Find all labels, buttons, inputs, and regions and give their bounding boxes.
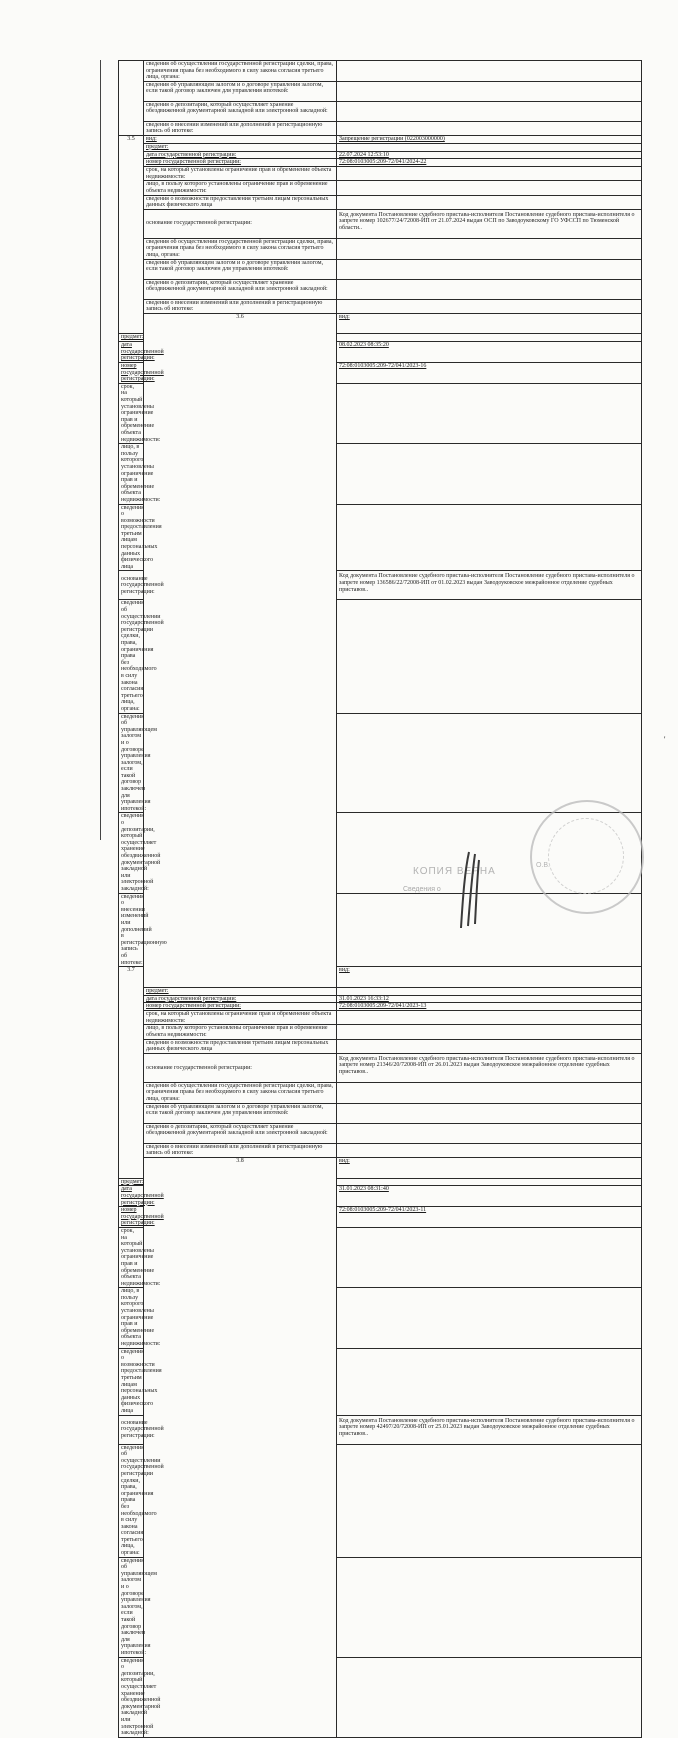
label-reg-number: номер государственной регистрации: xyxy=(119,1207,144,1228)
label-pledge-manager: сведения об управляющем залогом и о договоре управления залогом, если такой договор заключен для управления ипотекой: xyxy=(144,81,337,101)
page-mark: ' xyxy=(664,735,666,744)
label-depositary: сведения о депозитарии, который осуществляет хранение обездвиженной документарной закладной или электронной закладной: xyxy=(119,1657,144,1737)
label-depositary: сведения о депозитарии, который осуществляет хранение обездвиженной документарной закладной или электронной закладной: xyxy=(144,1123,337,1143)
reg-date-value: 22.07.2024 12:53:10 xyxy=(339,151,389,158)
copy-stamp-subtext: Сведения о xyxy=(403,886,441,893)
label-subject: предмет: xyxy=(119,334,144,342)
label-pledge-manager: сведения об управляющем залогом и о договоре управления залогом, если такой договор заключен для управления ипотекой: xyxy=(144,1103,337,1123)
label-basis: основание государственной регистрации: xyxy=(119,1415,144,1444)
label-beneficiary: лицо, в пользу которого установлены ограничение прав и обременение объекта недвижимости: xyxy=(119,1288,144,1348)
label-pledge-manager: сведения об управляющем залогом и о договоре управления залогом, если такой договор заключен для управления ипотекой: xyxy=(119,713,144,813)
entry-number: 3.6 xyxy=(144,313,337,987)
label-kind: вид: xyxy=(337,1157,642,1178)
left-margin-line xyxy=(100,60,101,840)
label-reg-date: дата государственной регистрации: xyxy=(119,342,144,363)
signature-icon xyxy=(455,850,495,930)
reg-number-value: 72:08:0103005:209-72/041/2023-16 xyxy=(339,363,427,370)
label-depositary: сведения о депозитарии, который осуществляет хранение обездвиженной документарной закладной или электронной закладной: xyxy=(144,279,337,299)
label-term: срок, на который установлены ограничение прав и обременение объекта недвижимости: xyxy=(119,383,144,443)
label-term: срок, на который установлены ограничение прав и обременение объекта недвижимости: xyxy=(144,167,337,181)
entry-number: 3.5 xyxy=(119,135,144,334)
reg-date-value: 08.02.2023 08:35:20 xyxy=(339,342,389,349)
entry-number xyxy=(119,61,144,136)
label-reg-date: дата государственной регистрации: xyxy=(144,151,337,159)
label-reg-date: дата государственной регистрации: xyxy=(144,995,337,1003)
label-changes: сведения о внесении изменений или дополнений в регистрационную запись об ипотеке: xyxy=(144,299,337,313)
label-personal-data: сведения о возможности предоставления третьим лицам персональных данных физического лица xyxy=(119,1348,144,1415)
basis-value: Код документа Постановление судебного пристава-исполнителя Постановление судебного пристава-исполнителя о запрете номер 102677/24/72008-ИП от 21.07.2024 выдан ОСП по Заводоуковскому ГО УФССП по Тюменской области.. xyxy=(337,209,642,238)
label-changes: сведения о внесении изменений или дополнений в регистрационную запись об ипотеке: xyxy=(144,121,337,135)
label-pledge-manager: сведения об управляющем залогом и о договоре управления залогом, если такой договор заключен для управления ипотекой: xyxy=(119,1557,144,1657)
copy-stamp-text: КОПИЯ ВЕРНА xyxy=(413,866,496,877)
label-beneficiary: лицо, в пользу которого установлены ограничение прав и обременение объекта недвижимости: xyxy=(119,444,144,504)
certification-stamp xyxy=(395,800,655,940)
entry-number: 3.7 xyxy=(119,967,144,1178)
reg-number-value: 72:08:0103005:209-72/041/2024-22 xyxy=(339,159,427,166)
label-depositary: сведения о депозитарии, который осуществляет хранение обездвиженной документарной закладной или электронной закладной: xyxy=(144,101,337,121)
label-kind: вид: xyxy=(144,135,337,143)
label-subject: предмет: xyxy=(144,143,337,151)
label-changes: сведения о внесении изменений или дополнений в регистрационную запись об ипотеке: xyxy=(144,1143,337,1157)
reg-date-value: 31.01.2023 16:33:12 xyxy=(339,995,389,1002)
label-beneficiary: лицо, в пользу которого установлены ограничение прав и обременение объекта недвижимости: xyxy=(144,181,337,195)
reg-number-value: 72:08:0103005:209-72/041/2023-11 xyxy=(339,1207,427,1214)
label-kind: вид: xyxy=(337,313,642,334)
label-reg-number: номер государственной регистрации: xyxy=(144,1003,337,1011)
label-reg-lead: сведения об осуществлении государственной регистрации сделки, права, ограничения права без необходимого в силу закона согласия третьего лица, органа: xyxy=(119,600,144,713)
label-basis: основание государственной регистрации: xyxy=(119,571,144,600)
label-depositary: сведения о депозитарии, который осуществляет хранение обездвиженной документарной закладной или электронной закладной: xyxy=(119,813,144,893)
label-subject: предмет: xyxy=(144,987,337,995)
label-term: срок, на который установлены ограничение прав и обременение объекта недвижимости: xyxy=(144,1011,337,1025)
label-reg-date: дата государственной регистрации: xyxy=(119,1186,144,1207)
label-personal-data: сведения о возможности предоставления третьим лицам персональных данных физического лица xyxy=(119,504,144,571)
label-basis: основание государственной регистрации: xyxy=(144,209,337,238)
label-reg-lead: сведения об осуществлении государственной регистрации сделки, права, ограничения права без необходимого в силу закона согласия третьего лица, органа: xyxy=(144,238,337,259)
label-reg-number: номер государственной регистрации: xyxy=(119,363,144,384)
entry-number: 3.8 xyxy=(144,1157,337,1737)
label-reg-lead: сведения об осуществлении государственной регистрации сделки, права, ограничения права без необходимого в силу закона согласия третьего лица, органа: xyxy=(119,1444,144,1557)
label-personal-data: сведения о возможности предоставления третьим лицам персональных данных физического лица xyxy=(144,195,337,209)
basis-value: Код документа Постановление судебного пристава-исполнителя Постановление судебного пристава-исполнителя о запрете номер 21346/20/72008-ИП от 26.01.2023 выдан Заводоуковское межрайонное отделение судебных приставов.. xyxy=(337,1053,642,1082)
label-reg-number: номер государственной регистрации: xyxy=(144,159,337,167)
kind-value: Запрещение регистрации (022003000000) xyxy=(339,135,445,142)
basis-value: Код документа Постановление судебного пристава-исполнителя Постановление судебного пристава-исполнителя о запрете номер 136586/22/72008-ИП от 01.02.2023 выдан Заводоуковское межрайонное отделение судебных приставов.. xyxy=(337,571,642,600)
reg-date-value: 31.01.2023 08:31:40 xyxy=(339,1186,389,1193)
label-term: срок, на который установлены ограничение прав и обременение объекта недвижимости: xyxy=(119,1227,144,1287)
label-personal-data: сведения о возможности предоставления третьим лицам персональных данных физического лица xyxy=(144,1039,337,1053)
label-reg-lead: сведения об осуществлении государственной регистрации сделки, права, ограничения права без необходимого в силу закона согласия третьего лица, органа: xyxy=(144,1082,337,1103)
label-subject: предмет: xyxy=(119,1178,144,1186)
label-changes: сведения о внесении изменений или дополнений в регистрационную запись об ипотеке: xyxy=(119,893,144,967)
basis-value: Код документа Постановление судебного пристава-исполнителя Постановление судебного пристава-исполнителя о запрете номер 42497/20/72008-ИП от 25.01.2023 выдан Заводоуковское межрайонное отделение судебных приставов.. xyxy=(337,1415,642,1444)
label-basis: основание государственной регистрации: xyxy=(144,1053,337,1082)
label-kind: вид: xyxy=(337,967,642,988)
round-seal-icon xyxy=(530,800,644,914)
label-reg-lead: сведения об осуществлении государственной регистрации сделки, права, ограничения права без необходимого в силу закона согласия третьего лица, органа: xyxy=(144,61,337,82)
label-beneficiary: лицо, в пользу которого установлены ограничение прав и обременение объекта недвижимости: xyxy=(144,1025,337,1039)
seal-text: О.В. xyxy=(536,862,551,869)
label-pledge-manager: сведения об управляющем залогом и о договоре управления залогом, если такой договор заключен для управления ипотекой: xyxy=(144,259,337,279)
reg-number-value: 72:08:0103005:209-72/041/2023-13 xyxy=(339,1003,427,1010)
